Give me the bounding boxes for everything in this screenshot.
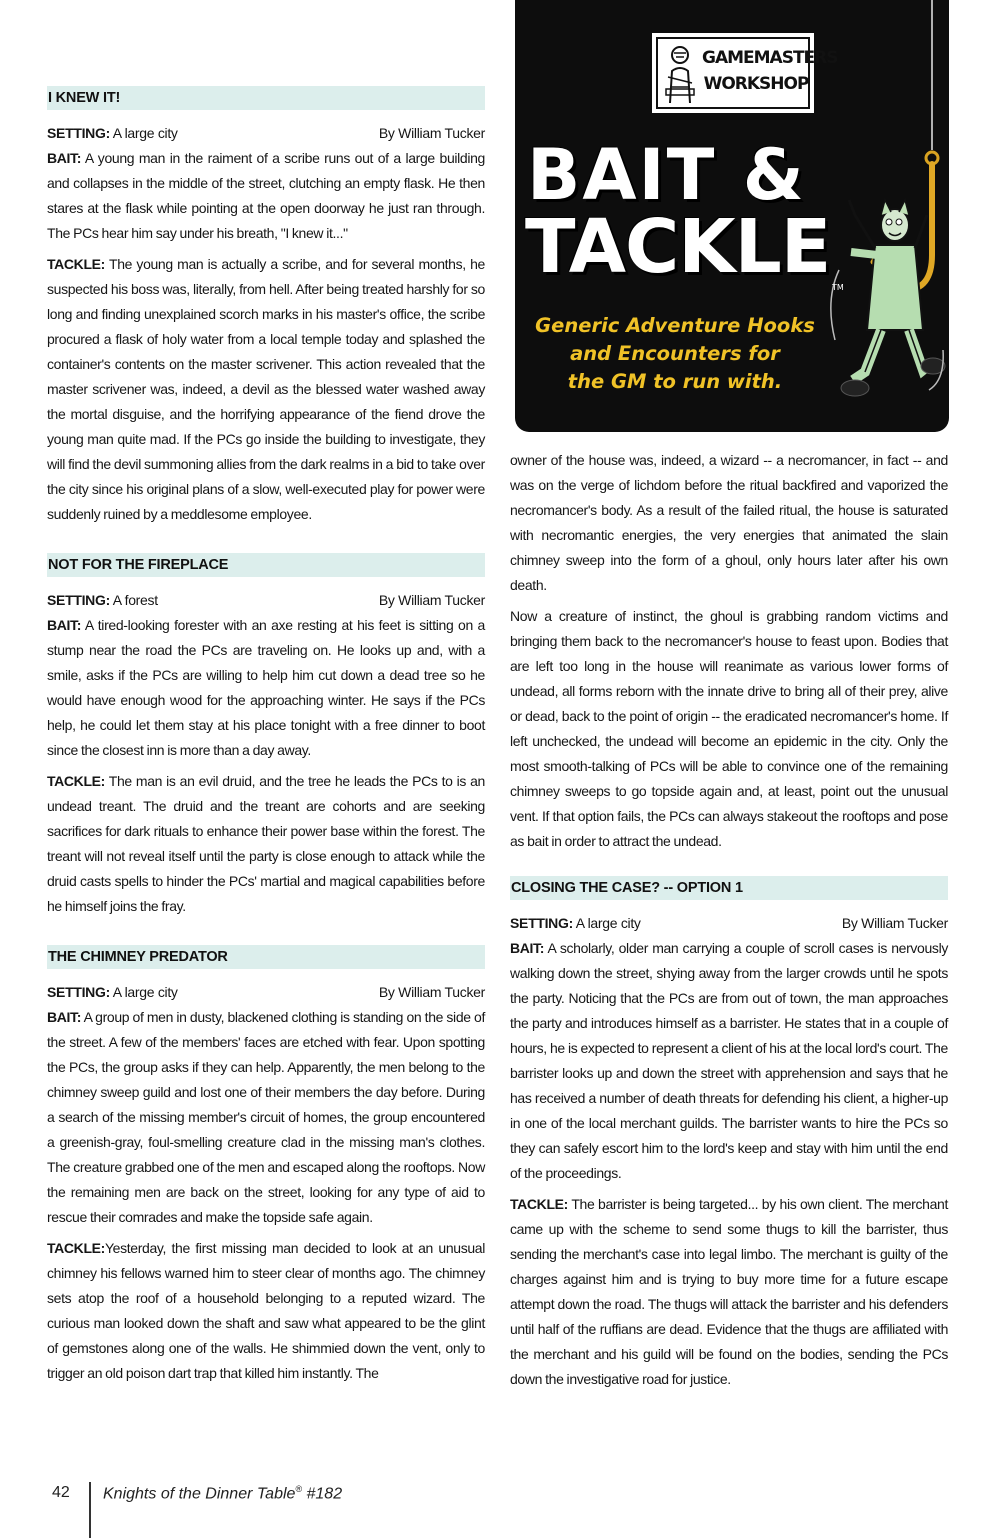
tackle-paragraph [510,1192,948,1392]
gamemasters-workshop-logo [652,33,838,113]
setting-value: A large city [109,125,178,141]
article-meta [47,588,485,613]
bait-paragraph [510,936,948,1186]
tackle-label: TACKLE: [47,256,105,272]
setting-line [47,121,178,146]
footer-divider [89,1482,91,1538]
bait-text: A group of men in dusty, blackened clothing is standing on the side of the street. A few of the members' faces are etched with fear. Upon spotting the PCs, the group asks if they can help. Apparently, the men belong to the chimney sweep guild and lost one of their members the day before. During a search of the missing member's circuit of homes, the group encountered a greenish-gray, foul-smelling creature clad in the missing man's clothes. The creature grabbed one of the men and escaped along the rooftops. Now the remaining men are back on the street, looking for any type of aid to rescue their comrades and make the topside safe again. [47,1009,485,1225]
setting-label: SETTING: [510,915,573,931]
registered-mark: ® [295,1484,303,1494]
article-i-knew-it [47,86,485,527]
setting-value: A large city [109,984,178,1000]
bait-paragraph [47,1005,485,1230]
tagline-line-2: and Encounters for [570,342,780,365]
right-column [510,448,948,1398]
bait-text: A scholarly, older man carrying a couple of scroll cases is nervously walking down the street, shying away from the larger crowds until he spots the party. Noticing that the PCs are from out of town, the man approaches the party and introduces himself as a barrister. He states that in a couple of hours, he is expected to represent a client of his at the local lord's court. The barrister looks up and down the street with apprehension and says that he has received a number of death threats for defending his client, a higher-up in one of the local merchant guilds. The barrister wants to hire the PCs so they can safely escort him to the lord's keep and stay with him until the end of the proceedings. [510,940,948,1181]
article-meta [47,980,485,1005]
setting-value: A forest [109,592,158,608]
logo-line-2: WORKSHOP [703,74,809,94]
article-the-chimney-predator [47,945,485,1386]
fishing-hook-illustration [815,0,949,432]
ad-tagline [520,312,830,396]
bait-label: BAIT: [47,150,82,166]
trademark-mark: TM [832,283,844,292]
bait-paragraph [47,146,485,246]
author-byline: By William Tucker [841,915,948,931]
tackle-label: TACKLE: [510,1196,568,1212]
tackle-label: TACKLE: [47,773,105,789]
tackle-paragraph [47,769,485,919]
section-heading: NOT FOR THE FIREPLACE [47,553,485,577]
gamemaster-figure-icon [662,43,698,105]
setting-line [47,980,178,1005]
section-heading: I KNEW IT! [47,86,485,110]
ad-title-line-1: BAIT & [527,134,806,216]
tackle-label: TACKLE: [47,1240,105,1256]
left-column [47,86,485,1392]
logo-line-1: GAMEMASTERS [702,48,838,68]
tagline-line-3: the GM to run with. [567,370,783,393]
bait-label: BAIT: [47,617,82,633]
ad-title-line-2: TACKLE [525,204,831,290]
setting-line [47,588,158,613]
chimney-predator-continued-paragraph-2: Now a creature of instinct, the ghoul is grabbing random victims and bringing them back to the necromancer's house to feast upon. Bodies that are left too long in the house will reanimate as various lower forms of undead, all forms reborn with the innate drive to bring all of their prey, alive or dead, back to the point of origin -- the eradicated necromancer's home. If left unchecked, the undead will become an epidemic in the city. Only the most smooth-talking of PCs will be able to convince one of the remaining chimney sweeps to go topside again and, at least, point out the unusual vent. If that option fails, the PCs can always stakeout the rooftops and pose as bait in order to attract the undead. [510,608,948,849]
bait-label: BAIT: [47,1009,82,1025]
author-byline: By William Tucker [378,984,485,1000]
bait-label: BAIT: [510,940,545,956]
issue-number: #182 [302,1485,343,1503]
tackle-paragraph [47,252,485,527]
tackle-text: The young man is actually a scribe, and for several months, he suspected his boss was, literally, from hell. After being treated harshly for so long and finding unexplained scorch marks in his master's office, the scribe procured a flask of holy water from a local temple today and splashed the container's contents on the master scrivener. This action revealed that the master scrivener was, indeed, a devil as the blessed water washed away the mortal disguise, and the horrifying appearance of the fiend drove the young man quite mad. If the PCs go inside the building to investigate, they will find the devil summoning allies from the dark realms in a bid to take over the city since his original plans of a slow, well-executed play for power were suddenly ruined by a meddlesome employee. [47,256,485,522]
bait-text: A tired-looking forester with an axe resting at his feet is sitting on a stump near the road the PCs are traveling on. He looks up and, with a smile, asks if the PCs are willing to help him cut down a dead tree so he would have enough wood for the approaching winter. He says if the PCs help, he could let them stay at his place tonight with a free dinner to boot since the closest inn is more than a day away. [47,617,485,758]
article-meta [510,911,948,936]
setting-label: SETTING: [47,125,110,141]
article-meta [47,121,485,146]
section-heading: CLOSING THE CASE? -- OPTION 1 [510,876,948,900]
setting-label: SETTING: [47,592,110,608]
section-heading: THE CHIMNEY PREDATOR [47,945,485,969]
article-not-for-the-fireplace [47,553,485,919]
page-number: 42 [52,1484,70,1501]
setting-label: SETTING: [47,984,110,1000]
tackle-text: The barrister is being targeted... by his own client. The merchant came up with the scheme to send some thugs to kill the barrister, thus sending the merchant's case into legal limbo. The merchant is guilty of the charges against him and is trying to buy more time for a future escape attempt down the road. The thugs will attack the barrister and his defenders until half of the ruffians are dead. Evidence that the thugs are affiliated with the merchant and his guild will be found on the bodies, sending the PCs down the investigative road for justice. [510,1196,948,1387]
setting-value: A large city [572,915,641,931]
tackle-paragraph [47,1236,485,1386]
bait-paragraph [47,613,485,763]
author-byline: By William Tucker [378,125,485,141]
author-byline: By William Tucker [378,592,485,608]
bait-and-tackle-banner [515,0,949,432]
bait-text: A young man in the raiment of a scribe runs out of a large building and collapses in the middle of the street, clutching an empty flask. He then stares at the flask while pointing at the open doorway he just ran through. The PCs hear him say under his breath, "I knew it..." [47,150,485,241]
page-footer [0,1470,994,1538]
tackle-text: The man is an evil druid, and the tree he leads the PCs to is an undead treant. The druid and the treant are cohorts and are seeking sacrifices for dark rituals to enhance their power base within the forest. The treant will not reveal itself until the party is close enough to attack while the druid casts spells to hinder the PCs' martial and magical capabilities before he himself joins the fray. [47,773,485,914]
publication-title [103,1484,342,1503]
chimney-predator-continued-paragraph: owner of the house was, indeed, a wizard -- a necromancer, in fact -- and was on the verge of lichdom before the ritual backfired and vaporized the necromancer's body. As a result of the failed ritual, the house is saturated with necromantic energies, the very energies that animated the slain chimney sweep into the form of a ghoul, only hours later after his own death. [510,452,948,593]
tagline-line-1: Generic Adventure Hooks [535,314,815,337]
setting-line [510,911,641,936]
publication-name: Knights of the Dinner Table [103,1485,296,1503]
tackle-text: Yesterday, the first missing man decided to look at an unusual chimney his fellows warned him to steer clear of months ago. The chimney sets atop the roof of a household belonging to a reputed wizard. The curious man looked down the shaft and saw what appeared to be the glint of gemstones along one of the walls. He shimmied down the vent, only to trigger an old poison dart trap that killed him instantly. The [47,1240,485,1381]
article-closing-the-case [510,876,948,1392]
